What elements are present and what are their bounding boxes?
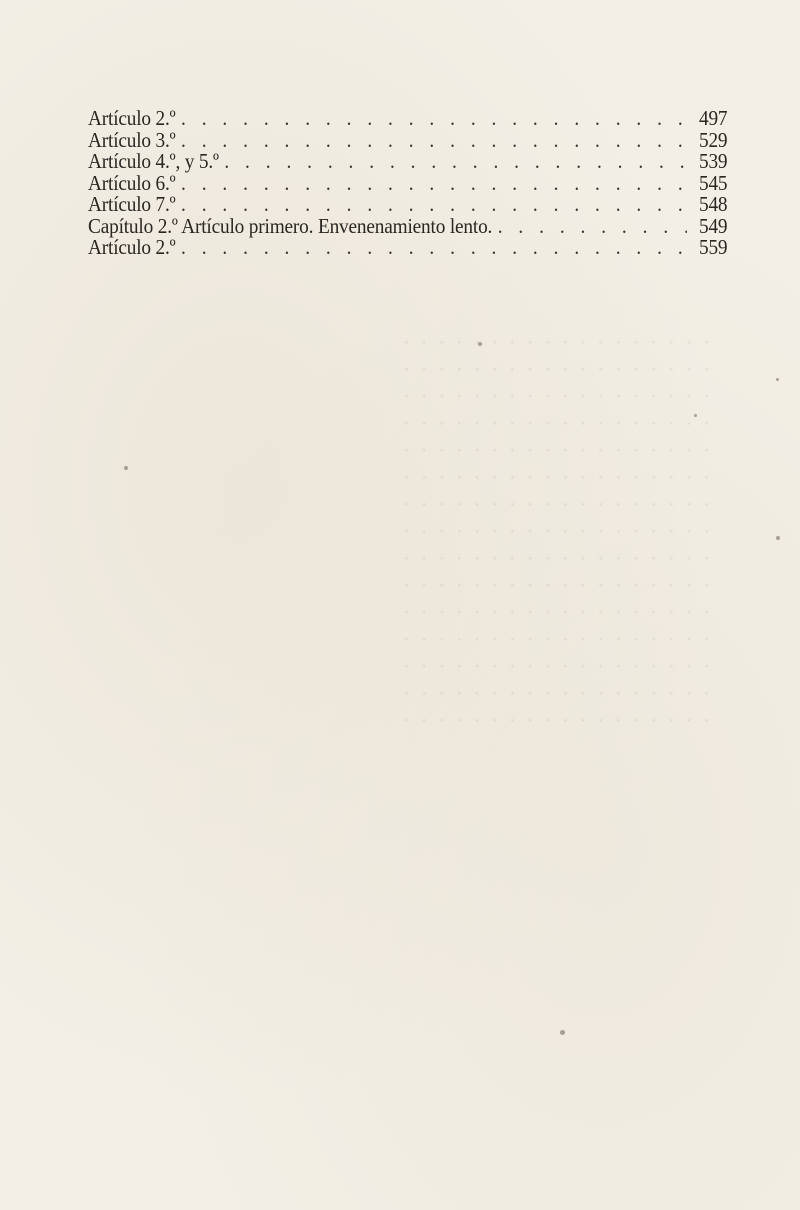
toc-entry [88,127,728,152]
dot-leader [181,194,687,216]
table-of-contents [88,108,728,259]
paper-speck [776,378,779,381]
reverse-side-show-through: · · · · · · · · · · · · · · · · · · · · · · · · · · · · · · · · · · · · · · · · · · · · · · · · · · · · · · · · · · · · · · · · · · · · · · · · · · · · · · · · · · · · · · · · · · · · · · · · · · · · · · · · · · · · · · · · · · · · · · · · · · · · · · · · · · · · · · · · · · · · · · · · · · · · · · · · · · · · · · · · · · · · · · · · · · · · · · · · · · · · · · · · · · · · · · · · · · · · · · · · · · · · · · · · · · · · · · · · · · · · · · · · · · · · · · · · · · · · · · · · · · · · · · · · · · · · · · · · · · · · · · · · · · · · · · [400,332,710,732]
toc-entry-title: Artículo 7.º [88,192,176,216]
toc-entry [88,151,727,173]
toc-entry-page: 549 [698,213,728,238]
toc-entry-title: Artículo 6.º [88,170,176,195]
paper-speck [124,466,128,470]
toc-entry [88,237,727,259]
toc-entry-title: Artículo 2.º [88,106,176,130]
paper-speck [478,342,482,346]
paper-speck [694,414,697,417]
paper-speck [560,1030,565,1035]
toc-entry-page: 559 [698,235,728,259]
toc-entry-title: Capítulo 2.º Artículo primero. Envenenamiento lento. [88,213,493,238]
toc-entry-page: 529 [698,127,728,152]
dot-leader [224,151,687,173]
toc-entry [88,194,727,216]
toc-entry-page: 548 [698,192,728,216]
toc-entry [88,170,728,195]
dot-leader [181,130,687,152]
toc-entry-page: 539 [698,149,728,173]
toc-entry-title: Artículo 4.º, y 5.º [88,149,219,173]
dot-leader [181,173,687,195]
toc-entry-page: 545 [698,170,728,195]
toc-entry-page: 497 [698,106,728,130]
dot-leader [498,216,687,238]
dot-leader [181,237,687,259]
toc-entry-title: Artículo 2.º [88,235,176,259]
dot-leader [181,108,687,130]
toc-entry [88,213,728,238]
paper-speck [776,536,780,540]
toc-entry-title: Artículo 3.º [88,127,176,152]
toc-entry [88,108,727,130]
